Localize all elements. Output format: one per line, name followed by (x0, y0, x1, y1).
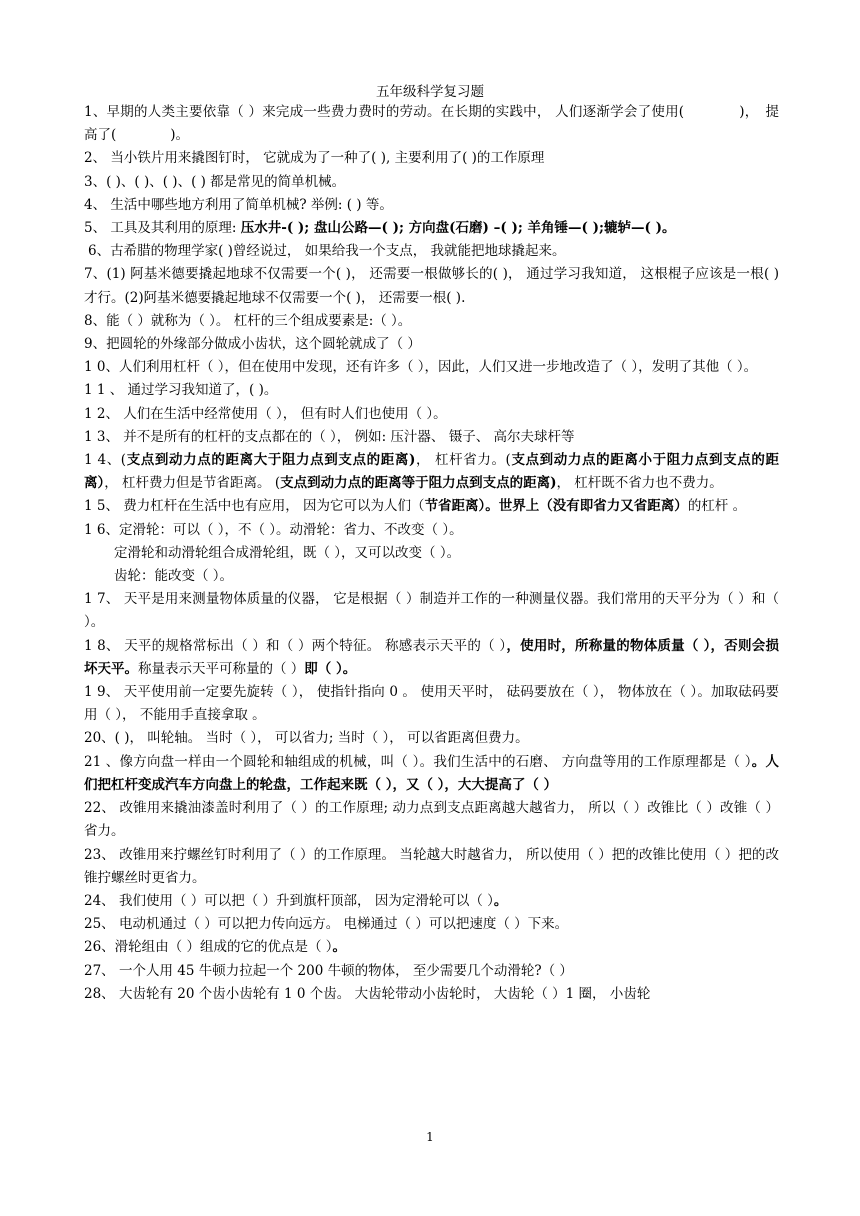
question-17: 1 7、 天平是用来测量物体质量的仪器， 它是根据（ ）制造并工作的一种测量仪器。我们常用的天平分为（ ）和（ ）。 (84, 591, 779, 631)
question-7: 7、(1) 阿基米德要撬起地球不仅需要一个( )， 还需要一根做够长的( )， 通过学习我知道， 这根棍子应该是一根( )才行。(2)阿基米德要撬起地球不仅需要一个( )， 还需要一根( ). (84, 266, 779, 306)
question-3: 3、( )、( )、( )、( ) 都是常见的简单机械。 (84, 173, 346, 190)
question-14 (84, 449, 779, 495)
question-16: 1 6、定滑轮：可以（ ），不（ ）。动滑轮：省力、不改变（ ）。 (84, 521, 463, 538)
q24-part-1: 24、 我们使用（ ）可以把（ ）升到旗杆顶部， 因为定滑轮可以（ ） (84, 892, 494, 909)
q18-part-3: 称量表示天平可称量的（ ） (138, 660, 305, 677)
q14-part-6: 支点到动力点的距离等于阻力点到支点的距离) (280, 475, 557, 492)
q21-part-1: 21 、像方向盘一样由一个圆轮和轴组成的机械，叫（ ）。我们生活中的石磨、 方向盘等用的工作原理都是（ ） (84, 753, 752, 770)
q18-part-1: 1 8、 天平的规格常标出（ ）和（ ）两个特征。 称感表示天平的（ ） (84, 637, 507, 654)
question-27: 27、 一个人用 45 牛顿力拉起一个 200 牛顿的物体， 至少需要几个动滑轮?（ ） (84, 962, 573, 979)
q21-part-2: 。人们把杠杆变成汽车方向盘上的轮盘，工作起来既（ ），又（ ），大大提高了（ ） (84, 753, 780, 793)
question-16-line-3: 齿轮：能改变（ ）。 (114, 568, 234, 585)
question-1: 1、早期的人类主要依靠（ ）来完成一些费力费时的劳动。在长期的实践中， 人们逐渐学会了使用( )， 提高了( )。 (84, 104, 779, 144)
document-title: 五年级科学复习题 (376, 84, 484, 100)
question-16-line-2: 定滑轮和动滑轮组合成滑轮组，既（ ），又可以改变（ ）。 (114, 544, 461, 561)
question-21 (84, 751, 779, 797)
question-28: 28、 大齿轮有 20 个齿小齿轮有 1 0 个齿。 大齿轮带动小齿轮时， 大齿轮（ ）1 圈， 小齿轮 (84, 985, 651, 1002)
q15-part-1: 1 5、 费力杠杆在生活中也有应用， 因为它可以为人们（ (84, 498, 425, 515)
question-5-bold: 压水井-( ); 盘山公路—( ); 方向盘(石磨) –( ); 羊角锤—( );辘轳—( )。 (240, 220, 676, 237)
page-number: 1 (426, 1130, 434, 1144)
question-4: 4、 生活中哪些地方利用了简单机械? 举例: ( ) 等。 (84, 196, 393, 213)
question-24 (84, 890, 779, 913)
q14-part-3: ， 杠杆省力。( (415, 452, 511, 469)
question-2: 2、 当小铁片用来撬图钉时， 它就成为了一种了( ), 主要利用了( )的工作原理 (84, 150, 545, 167)
question-10: 1 0、人们利用杠杆（ ），但在使用中发现，还有许多（ ），因此，人们又进一步地改造了（ ），发明了其他（ ）。 (84, 359, 758, 376)
question-22: 22、 改锥用来撬油漆盖时利用了（ ）的工作原理; 动力点到支点距离越大越省力， 所以（ ）改锥比（ ）改锥（ ）省力。 (84, 800, 779, 840)
q14-part-2: 支点到动力点的距离大于阻力点到支点的距离) (126, 452, 416, 469)
question-6: 6、古希腊的物理学家( )曾经说过， 如果给我一个支点， 我就能把地球撬起来。 (88, 243, 566, 260)
q26-part-1: 26、滑轮组由（ ）组成的它的优点是（ ） (84, 939, 333, 956)
q14-part-1: 1 4、( (84, 452, 127, 469)
q14-part-7: ， 杠杆既不省力也不费力。 (556, 475, 723, 492)
question-11: 1 1 、 通过学习我知道了，( )。 (84, 382, 278, 399)
q14-part-4: 支点到动力点的距离小于阻力点到支点的距离） (84, 452, 779, 492)
q15-part-3: 的杠杆 。 (687, 498, 747, 515)
question-18 (84, 635, 779, 681)
question-25: 25、 电动机通过（ ）可以把力传向远方。 电梯通过（ ）可以把速度（ ）下来。 (84, 916, 569, 933)
question-list (84, 101, 779, 1006)
q14-part-5: ， 杠杆费力但是节省距离。 ( (104, 475, 281, 492)
q26-part-2: 。 (332, 939, 347, 956)
question-26 (84, 936, 779, 959)
q24-part-2: 。 (493, 892, 508, 909)
question-5 (84, 217, 779, 240)
question-13: 1 3、 并不是所有的杠杆的支点都在的（ ）， 例如: 压汁器、 镊子、 高尔夫球杆等 (84, 428, 575, 445)
question-9: 9、把圆轮的外缘部分做成小齿状，这个圆轮就成了（ ） (84, 336, 421, 353)
question-23: 23、 改锥用来拧螺丝钉时利用了（ ）的工作原理。 当轮越大时越省力， 所以使用（ ）把的改锥比使用（ ）把的改锥拧螺丝时更省力。 (84, 846, 779, 886)
q18-part-4: 即（ ）。 (304, 660, 357, 677)
question-19: 1 9、 天平使用前一定要先旋转（ ）， 使指针指向 0 。 使用天平时， 砝码要放在（ ）， 物体放在（ ）。加取砝码要用（ ）， 不能用手直接拿取 。 (84, 684, 779, 724)
question-20: 20、( )， 叫轮轴。 当时（ ）， 可以省力; 当时（ ）， 可以省距离但费力。 (84, 730, 529, 747)
question-12: 1 2、 人们在生活中经常使用（ ）， 但有时人们也使用（ ）。 (84, 405, 447, 422)
q18-part-2: ，使用时，所称量的物体质量（ ），否则会损坏天平。 (84, 637, 779, 677)
question-5-lead: 5、 工具及其利用的原理: (84, 220, 241, 237)
question-8: 8、能（ ）就称为（ ）。 杠杆的三个组成要素是:（ ）。 (84, 312, 412, 329)
question-15 (84, 495, 779, 518)
q15-part-2: 节省距离）。世界上（没有即省力又省距离） (424, 498, 688, 515)
